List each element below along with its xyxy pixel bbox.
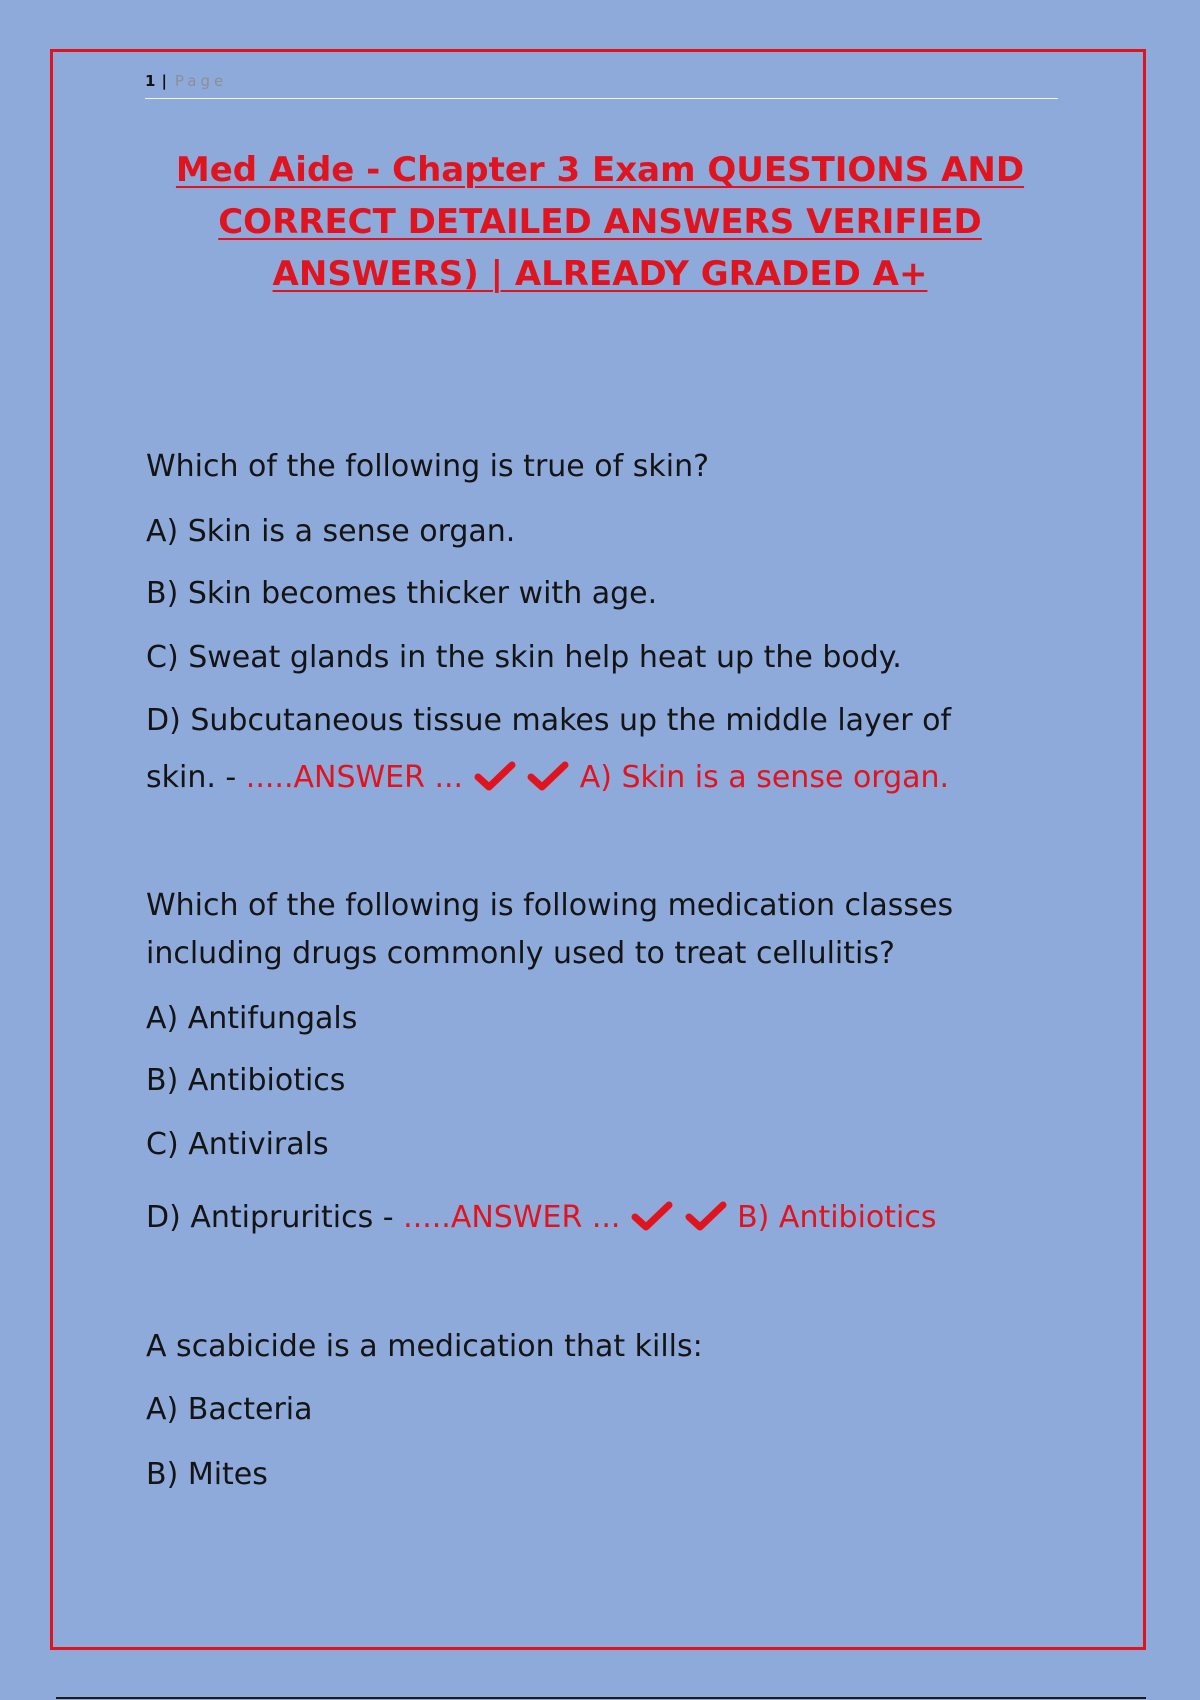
question-1-option-d: D) Subcutaneous tissue makes up the middle layer of: [146, 703, 952, 738]
question-2-answer: B) Antibiotics: [737, 1200, 937, 1235]
question-1-option-a: A) Skin is a sense organ.: [146, 514, 516, 549]
page-label: Page: [174, 72, 228, 90]
question-1-stem: Which of the following is true of skin?: [146, 449, 710, 484]
question-1-option-b: B) Skin becomes thicker with age.: [146, 576, 658, 611]
question-2-stem-cont: including drugs commonly used to treat cellulitis?: [146, 936, 895, 971]
title-line-3: ANSWERS) | ALREADY GRADED A+: [272, 254, 928, 294]
question-2-option-a: A) Antifungals: [146, 1001, 358, 1036]
title-line-2: CORRECT DETAILED ANSWERS VERIFIED: [218, 202, 982, 242]
question-2-answer-line: [146, 1198, 937, 1238]
bottom-rule: [56, 1697, 1146, 1699]
question-2-option-c: C) Antivirals: [146, 1127, 329, 1162]
question-2-option-b: B) Antibiotics: [146, 1063, 346, 1098]
question-1-answer-line: [146, 758, 949, 798]
check-icon: [630, 1200, 674, 1232]
check-icon: [526, 760, 570, 792]
answer-marker: .....ANSWER ...: [403, 1200, 621, 1235]
page-separator: |: [161, 72, 169, 90]
question-1-option-d-cont: skin. -: [146, 760, 246, 795]
question-3-option-b: B) Mites: [146, 1457, 268, 1492]
page-header: [145, 72, 1058, 99]
question-1-option-c: C) Sweat glands in the skin help heat up the body.: [146, 640, 902, 675]
check-icon: [684, 1200, 728, 1232]
check-icon: [473, 760, 517, 792]
document-title: [130, 144, 1070, 300]
question-1-answer: A) Skin is a sense organ.: [579, 760, 950, 795]
question-3-stem: A scabicide is a medication that kills:: [146, 1329, 703, 1364]
answer-marker: .....ANSWER ...: [245, 760, 464, 795]
title-line-1: Med Aide - Chapter 3 Exam QUESTIONS AND: [175, 150, 1025, 190]
question-2-option-d: D) Antipruritics -: [146, 1200, 404, 1235]
question-3-option-a: A) Bacteria: [146, 1392, 313, 1427]
page-number: 1: [145, 72, 158, 90]
question-2-stem: Which of the following is following medication classes: [146, 888, 954, 923]
